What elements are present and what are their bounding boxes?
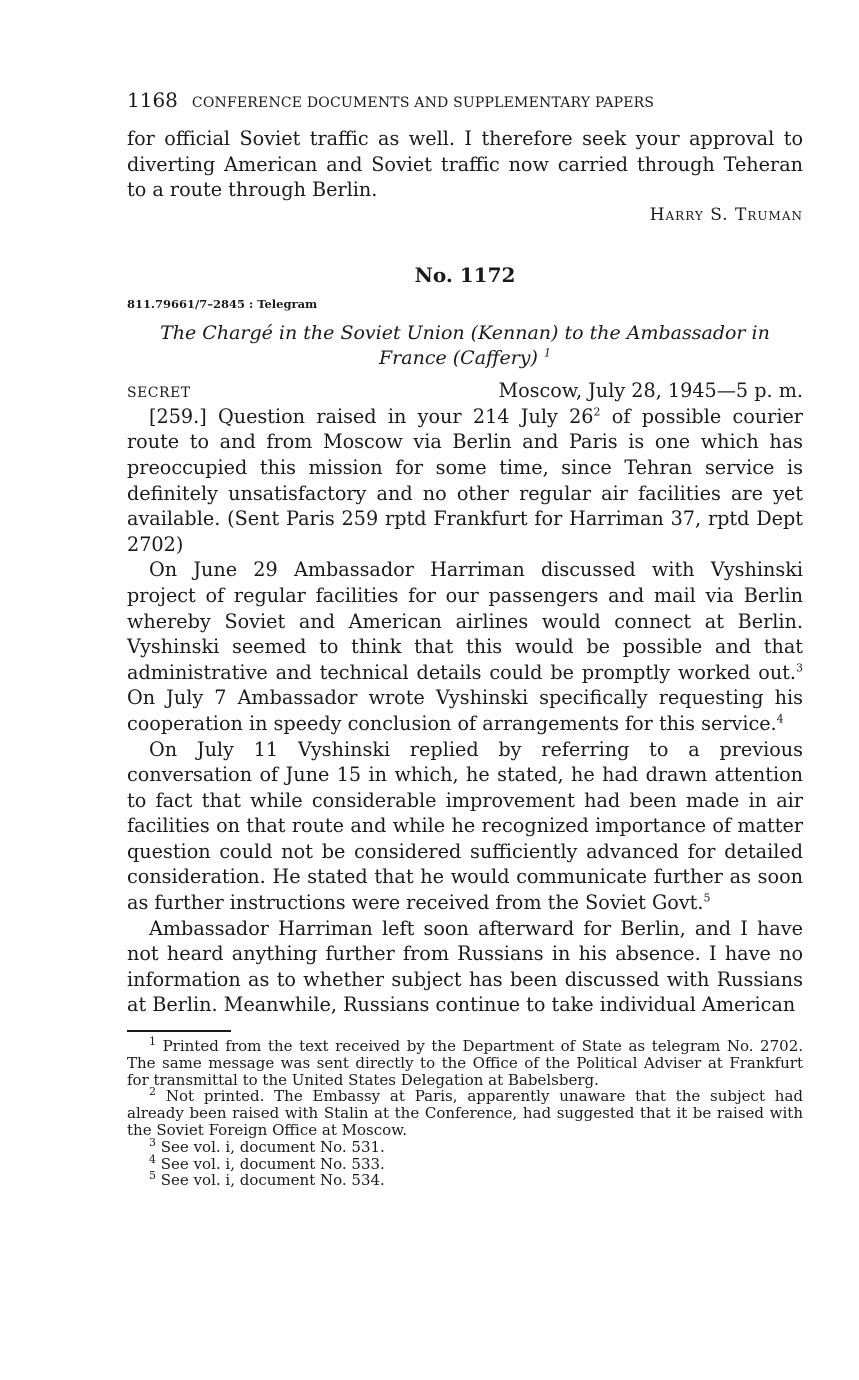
footnote-mark: 5 xyxy=(149,1169,156,1183)
footnote-mark: 1 xyxy=(149,1035,156,1049)
continued-paragraph: for official Soviet traffic as well. I therefore seek your approval to diverting American and Soviet traffic now carried through Teheran to a route through Berlin. xyxy=(127,127,803,202)
page-number: 1168 xyxy=(127,88,178,112)
footnote-marker: 4 xyxy=(776,712,784,726)
paragraph-text: On June 29 Ambassador Harriman discussed with Vyshinski project of regular facilities for our passengers and mail via Berlin whereby Soviet and American airlines would connect at Berlin. Vyshinski seemed to think that this would be possible and that administrative and technical details could be promptly worked out. xyxy=(127,558,803,684)
footnote-text: See vol. i, document No. 531. xyxy=(156,1137,385,1156)
signature: Harry S. Truman xyxy=(649,204,803,225)
footnote xyxy=(127,1135,803,1156)
running-head xyxy=(127,88,803,112)
paragraph-text: Ambassador Harriman left soon afterward for Berlin, and I have not heard anything further from Russians in his absence. I have no information as to whether subject has been discussed with Russians at Berlin. Meanwhile, Russians continue to take individual American xyxy=(127,916,803,1017)
footnote-text: Not printed. The Embassy at Paris, apparently unaware that the subject had already been raised with Stalin at the Conference, had suggested that it be raised with the Soviet Foreign Office at Moscow. xyxy=(127,1087,803,1140)
document-number: No. 1172 xyxy=(414,262,516,287)
footnote-marker: 5 xyxy=(703,891,711,905)
footnote-text: See vol. i, document No. 533. xyxy=(156,1154,385,1173)
paragraph xyxy=(127,404,803,558)
paragraph xyxy=(127,737,803,916)
paragraph-text: On July 7 Ambassador wrote Vyshinski specifically requesting his cooperation in speedy conclusion of arrangements for this service. xyxy=(127,686,803,735)
dateline: Moscow, July 28, 1945—5 p. m. xyxy=(498,378,803,402)
running-title: CONFERENCE DOCUMENTS AND SUPPLEMENTARY PAPERS xyxy=(191,95,655,111)
footnote-text: Printed from the text received by the Department of State as telegram No. 2702. The same message was sent directly to the Office of the Political Adviser at Frankfurt for transmittal to the United States Delegation at Babelsberg. xyxy=(127,1037,803,1089)
footnote-text: See vol. i, document No. 534. xyxy=(156,1171,385,1190)
footnote xyxy=(127,1152,803,1173)
paragraph-text: [259.] Question raised in your 214 July 26 xyxy=(149,404,594,428)
footnote-mark: 3 xyxy=(149,1135,156,1149)
document-title-text: The Chargé in the Soviet Union (Kennan) to the Ambassador in France (Caffery) xyxy=(160,321,770,369)
paragraph-text: On July 11 Vyshinski replied by referring to a previous conversation of June 15 in which, he stated, he had drawn attention to fact that while considerable improvement had been made in air facilities on that route and while he recognized importance of matter question could not be considered sufficiently advanced for detailed consideration. He stated that he would communicate further as soon as further instructions were received from the Soviet Govt. xyxy=(127,737,803,915)
document-page xyxy=(127,88,803,1189)
paragraph xyxy=(127,557,803,736)
document-title xyxy=(127,321,803,371)
footnote-divider xyxy=(127,1030,231,1032)
file-reference: 811.79661/7–2845 : Telegram xyxy=(127,296,318,311)
footnote-mark: 2 xyxy=(149,1085,156,1099)
footnote xyxy=(127,1169,803,1190)
footnote-mark: 4 xyxy=(149,1152,156,1166)
paragraph xyxy=(127,916,803,1018)
dateline-row xyxy=(127,379,803,402)
footnote-marker: 2 xyxy=(593,405,601,419)
footnote-marker: 3 xyxy=(796,661,803,675)
footnote xyxy=(127,1035,803,1089)
paragraph-text: of possible courier route to and from Moscow via Berlin and Paris is one which has preoccupied this mission for some time, since Tehran service is definitely unsatisfactory and no other regular air facilities are yet available. (Sent Paris 259 rptd Frankfurt for Harriman 37, rptd Dept 2702) xyxy=(127,404,803,556)
footnote-marker: 1 xyxy=(544,346,551,360)
classification: SECRET xyxy=(127,384,191,401)
footnote xyxy=(127,1085,803,1140)
